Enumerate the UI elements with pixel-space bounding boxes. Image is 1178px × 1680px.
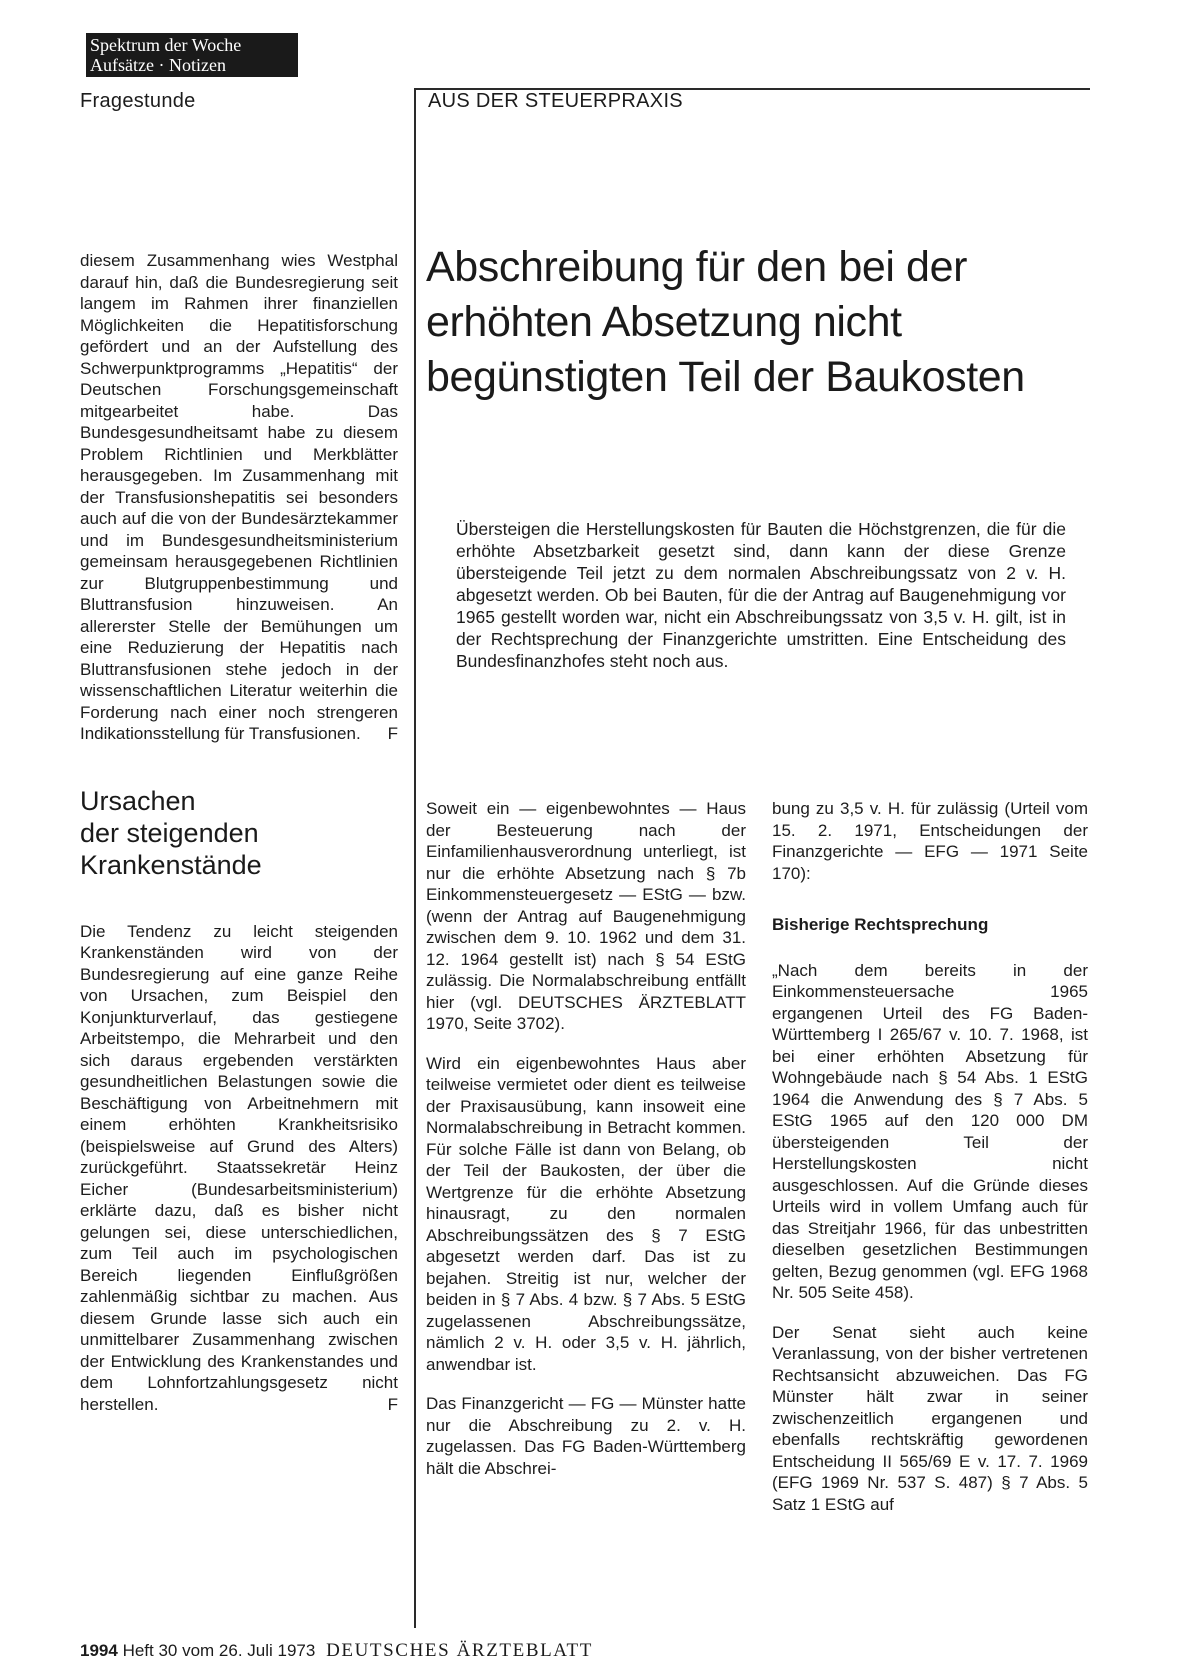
right-subhead: Bisherige Rechtsprechung <box>772 915 989 934</box>
headline-line-3: begünstigten Teil der Baukosten <box>426 353 1025 401</box>
journal-name: DEUTSCHES ÄRZTEBLATT <box>326 1640 593 1661</box>
subhead-line-1: Ursachen <box>80 785 196 816</box>
headline-line-2: erhöhten Absetzung nicht <box>426 298 902 346</box>
right-paragraph-3: Der Senat sieht auch keine Veranlassung, von der bisher vertretenen Rechtsansicht abzuweichen. Das FG Münster hält zwar in seiner zwischenzeitlich ergangenen und ebenfalls rechtskräftig gewordenen Entscheidung II 565/69 E v. 17. 7. 1969 (EFG 1969 Nr. 537 S. 487) § 7 Abs. 5 Satz 1 EStG auf <box>772 1322 1088 1514</box>
headline-line-1: Abschreibung für den bei der <box>426 243 967 291</box>
subhead-line-2: der steigenden <box>80 817 259 848</box>
middle-paragraph-1: Soweit ein — eigenbewohntes — Haus der Besteuerung nach der Einfamilienhausverordnung unterliegt, ist nur die erhöhte Absetzung nach § 7b Einkommensteuergesetz — EStG — bzw. (wenn der Antrag auf Baugenehmigung zwischen dem 9. 10. 1962 und dem 31. 12. 1964 gestellt ist) nach § 54 EStG zulässig. Die Normalabschreibung entfällt hier (vgl. DEUTSCHES ÄRZTEBLATT 1970, Seite 3702). <box>426 799 746 1033</box>
section-subhead <box>80 785 398 881</box>
middle-paragraph-3: Das Finanzgericht — FG — Münster hatte nur die Abschreibung zu 2. v. H. zugelassen. Das FG Baden-Württemberg hält die Abschrei- <box>426 1394 746 1478</box>
issue-info: Heft 30 vom 26. Juli 1973 <box>122 1641 316 1660</box>
middle-paragraph-2: Wird ein eigenbewohntes Haus aber teilweise vermietet oder dient es teilweise der Praxisausübung, kann insoweit eine Normalabschreibung in Betracht kommen. Für solche Fälle ist dann von Belang, ob der Teil der Baukosten, der über die Wertgrenze für die erhöhte Absetzung hinausragt, zu den normalen Abschreibungssätzen des § 7 EStG abgesetzt werden darf. Das ist zu bejahen. Streitig ist nur, welcher der beiden in § 7 Abs. 4 bzw. § 7 Abs. 5 EStG zugelassenen Abschreibungssätze, nämlich 2 v. H. oder 3,5 v. H. jährlich, anwendbar ist. <box>426 1053 746 1374</box>
masthead-line-1: Spektrum der Woche <box>90 35 242 55</box>
right-paragraph-2: „Nach dem bereits in der Einkommensteuersache 1965 ergangenen Urteil des FG Baden-Württemberg I 265/67 v. 10. 7. 1968, ist bei einer erhöhten Absetzung für Wohngebäude nach § 54 Abs. 1 EStG 1964 die Anwendung des § 7 Abs. 5 EStG 1965 auf den 120 000 DM übersteigenden Teil der Herstellungskosten nicht ausgeschlossen. Auf die Gründe dieses Urteils wird in vollem Umfang auch für das Streitjahr 1966, für das unbestritten dieselben gesetzlichen Bestimmungen gelten, Bezug genommen (vgl. EFG 1968 Nr. 505 Seite 458). <box>772 960 1088 1302</box>
page-footer <box>80 1640 593 1662</box>
right-column <box>772 798 1088 1533</box>
left-section-label: Fragestunde <box>80 90 196 112</box>
top-rule <box>416 88 1090 90</box>
author-sign-2: F <box>387 1394 398 1414</box>
right-paragraph-1: bung zu 3,5 v. H. für zulässig (Urteil vom 15. 2. 1971, Entscheidungen der Finanzgerichte — EFG — 1971 Seite 170): <box>772 799 1088 883</box>
lead-paragraph: Übersteigen die Herstellungskosten für Bauten die Höchstgrenzen, die für die erhöhte Absetzbarkeit gesetzt sind, dann kann der diese Grenze übersteigende Teil jetzt zu dem normalen Abschreibungssatz von 2 v. H. abgesetzt werden. Ob bei Bauten, für die der Antrag auf Baugenehmigung vor 1965 gestellt worden war, nicht ein Abschreibungssatz von 3,5 v. H. gilt, ist in der Rechtsprechung der Finanzgerichte umstritten. Eine Entscheidung des Bundesfinanzhofes steht noch aus. <box>456 519 1066 671</box>
right-section-label: AUS DER STEUERPRAXIS <box>428 90 683 112</box>
middle-column <box>426 798 746 1497</box>
article-headline <box>426 240 1086 405</box>
page-number: 1994 <box>80 1641 118 1660</box>
author-sign-1: F <box>387 724 398 743</box>
masthead-line-2: Aufsätze · Notizen <box>90 55 226 75</box>
left-paragraph-1: diesem Zusammenhang wies Westphal darauf hin, daß die Bundesregierung seit langem im Rahmen ihrer finanziellen Möglichkeiten die Hepatitisforschung gefördert und an der Aufstellung des Schwerpunktprogramms „Hepatitis“ der Deutschen Forschungsgemeinschaft mitgearbeitet habe. Das Bundesgesundheitsamt habe zu diesem Problem Richtlinien und Merkblätter herausgegeben. Im Zusammenhang mit der Transfusionshepatitis sei besonders auch auf die von der Bundesärztekammer und im Bundesgesundheitsministerium gemeinsam herausgegebenen Richtlinien zur Blutgruppenbestimmung und Bluttransfusion hinzuweisen. An allererster Stelle der Bemühungen um eine Reduzierung der Hepatitis nach Bluttransfusionen stehe jedoch in der wissenschaftlichen Literatur weiterhin die Forderung nach einer noch strengeren Indikationsstellung für Transfusionen. F <box>80 251 398 743</box>
subhead-line-3: Krankenstände <box>80 849 262 880</box>
left-column <box>80 250 398 1433</box>
left-paragraph-2: Die Tendenz zu leicht steigenden Krankenständen wird von der Bundesregierung auf eine ganze Reihe von Ursachen, zum Beispiel den Konjunkturverlauf, das gestiegene Arbeitstempo, die Mehrarbeit und den sich daraus ergebenden verstärkten gesundheitlichen Belastungen sowie die Beschäftigung von Arbeitnehmern mit einem erhöhten Krankheitsrisiko (beispielsweise auf Grund des Alters) zurückgeführt. Staatssekretär Heinz Eicher (Bundesarbeitsministerium) erklärte dazu, daß es bisher nicht gelungen sei, diese unterschiedlichen, zum Teil auch im psychologischen Bereich liegenden Einflußgrößen zahlenmäßig sichtbar zu machen. Aus diesem Grunde lasse sich auch ein unmittelbarer Zusammenhang zwischen der Entwicklung des Krankenstandes und dem Lohnfortzahlungsgesetz nicht herstellen. F <box>80 921 398 1414</box>
masthead <box>86 33 298 77</box>
column-divider <box>414 88 416 1628</box>
